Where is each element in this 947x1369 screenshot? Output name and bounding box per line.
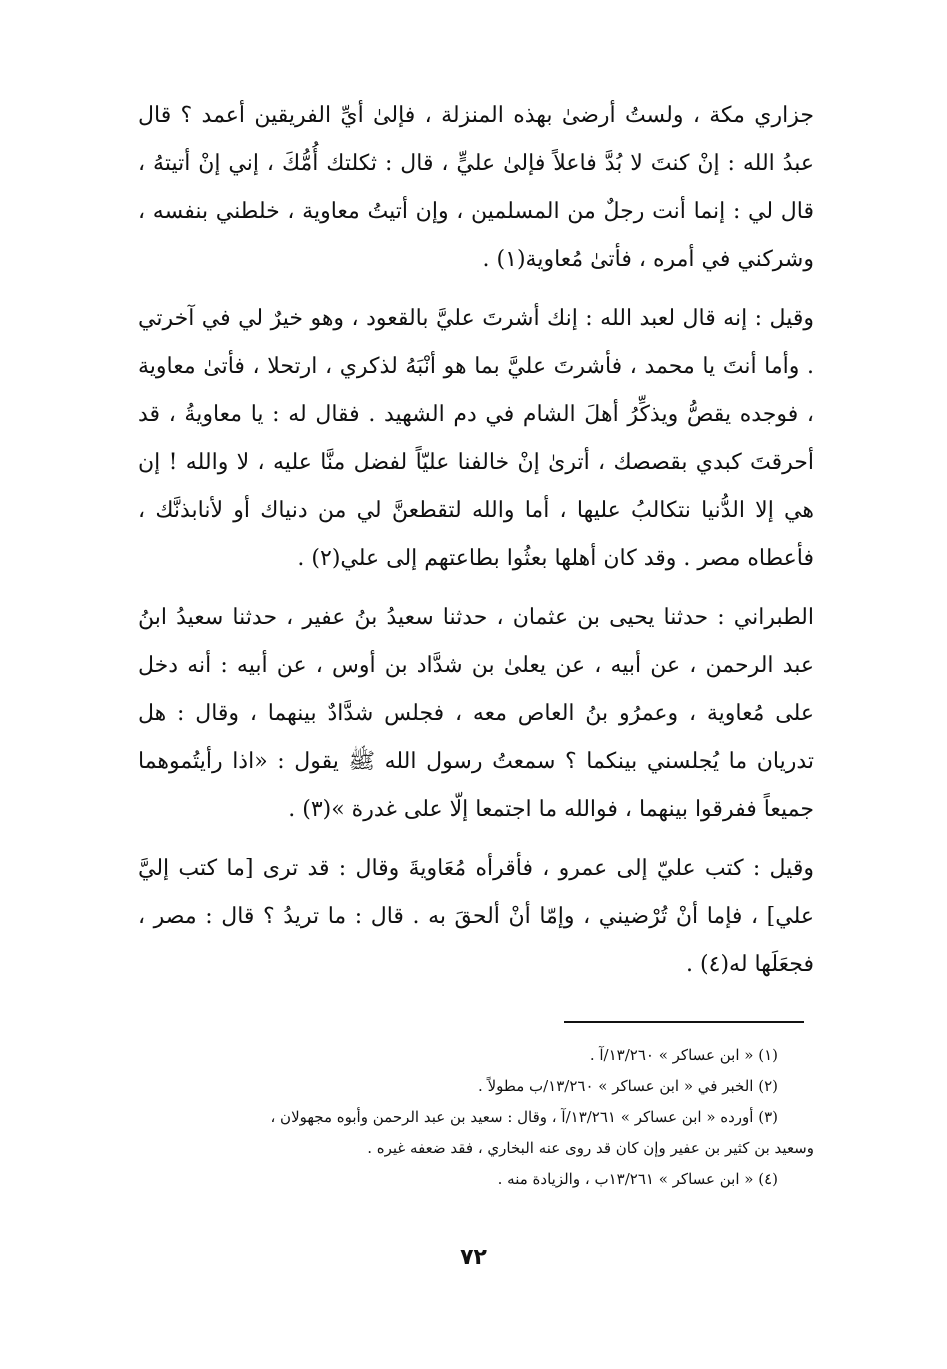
footnote-1: (١) « ابن عساكر » ١٣/٢٦٠/آ . <box>589 1046 778 1064</box>
footnote-3: (٣) أورده « ابن عساكر » ١٣/٢٦١/آ ، وقال : سعيد بن عبد الرحمن وأبوه مجهولان ، <box>270 1108 778 1126</box>
paragraph-3: الطبراني : حدثنا يحيى بن عثمان ، حدثنا سعيدُ بنُ عفير ، حدثنا سعيدُ ابنُ عبد الرحمن ، عن أبيه ، عن يعلىٰ بن شدَّاد بن أوس ، عن أبيه : أنه دخل على مُعاوية ، وعمرُو بنُ العاص معه ، فجلس شدَّادٌ بينهما ، وقال : هل تدريان ما يُجلسني بينكما ؟ سمعتُ رسول الله ﷺ يقول : «اذا رأيتُموهما جميعاً ففرقوا بينهما ، فوالله ما اجتمعا إلّا على غدرة »(٣) . <box>138 605 814 822</box>
main-text <box>138 92 814 989</box>
footnotes <box>140 1040 814 1195</box>
footnote-divider <box>564 1021 804 1023</box>
footnote-3-continued: وسعيد بن كثير بن عفير وإن كان قد روى عنه البخاري ، فقد ضعفه غيره . <box>367 1139 814 1157</box>
footnote-4: (٤) « ابن عساكر » ١٣/٢٦١ب ، والزيادة منه . <box>497 1170 778 1188</box>
paragraph-4: وقيل : كتب عليّ إلى عمرو ، فأقرأه مُعَاويةَ وقال : قد ترى [ما كتب إليَّ علي] ، فإما أنْ تُرْضيني ، وإمّا أنْ ألحقَ به . قال : ما تريدُ ؟ قال : مصر ، فجعَلَها له(٤) . <box>138 856 814 977</box>
paragraph-1: جزاري مكة ، ولستُ أرضىٰ بهذه المنزلة ، فإلىٰ أيِّ الفريقين أعمد ؟ قال عبدُ الله : إنْ كنتَ لا بُدَّ فاعلاً فإلىٰ عليٍّ ، قال : ثكلتك أُمُّكَ ، إني إنْ أتيتهُ ، قال لي : إنما أنت رجلٌ من المسلمين ، وإن أتيتُ معاوية ، خلطني بنفسه ، وشركني في أمره ، فأتىٰ مُعاوية(١) . <box>138 103 814 272</box>
footnote-2: (٢) الخبر في « ابن عساكر » ١٣/٢٦٠/ب مطولاً . <box>478 1077 778 1095</box>
page-number: ٧٢ <box>460 1245 487 1270</box>
paragraph-2: وقيل : إنه قال لعبد الله : إنك أشرتَ عليَّ بالقعود ، وهو خيرٌ لي في آخرتي . وأما أنتَ يا محمد ، فأشرتَ عليَّ بما هو أنْبَهُ لذكري ، ارتحلا ، فأتىٰ معاوية ، فوجده يقصُّ ويذكِّرُ أهلَ الشام في دم الشهيد . فقال له : يا معاويةُ ، قد أحرقتَ كبدي بقصصك ، أترىٰ إنْ خالفنا عليّاً لفضل منَّا عليه ، لا والله ! إن هي إلا الدُّنيا نتكالبُ عليها ، أما والله لتقطعنَّ لي من دنياك أو لأنابذنَّك ، فأعطاه مصر . وقد كان أهلها بعثُوا بطاعتهم إلى علي(٢) . <box>138 306 815 571</box>
